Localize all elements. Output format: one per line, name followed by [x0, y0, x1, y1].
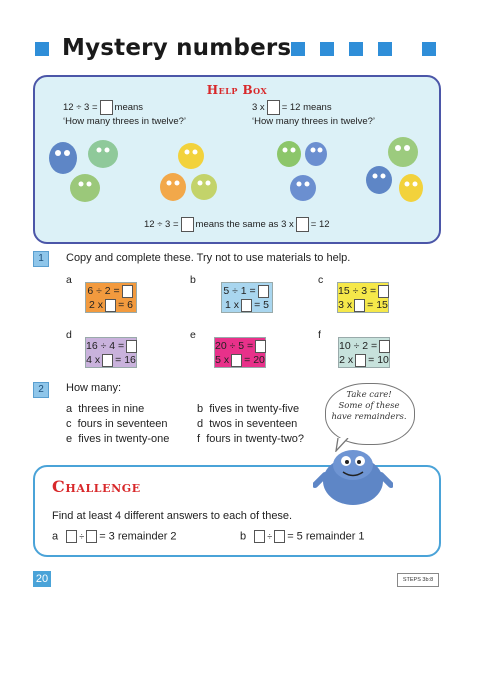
question-1-card-d — [85, 337, 137, 368]
page-number: 20 — [33, 571, 51, 587]
challenge-a-text: = 3 remainder 2 — [99, 530, 177, 543]
answer-box — [86, 530, 97, 543]
card-line-2a: 1 x — [225, 299, 240, 311]
help-bottom-c: 3 x — [281, 219, 294, 231]
card-line-1: 5 ÷ 1 = — [223, 285, 256, 297]
help-right-expression — [252, 100, 332, 115]
card-line-2b: = 10 — [368, 354, 389, 366]
title-square-left — [35, 42, 49, 56]
card-line-2b: = 6 — [118, 299, 133, 311]
answer-box — [267, 100, 280, 115]
help-box-title: Help Box — [206, 83, 268, 97]
challenge-b-op: ÷ — [267, 531, 273, 542]
steps-label: STEPS 3b:8 — [397, 573, 439, 587]
question-1-letter-c: c — [318, 274, 324, 286]
answer-box — [102, 354, 113, 367]
question-2-item-c: c fours in seventeen — [66, 418, 168, 430]
help-right-quote: ‘How many threes in twelve?’ — [252, 116, 376, 127]
answer-box — [274, 530, 285, 543]
question-2-item-e: e fives in twenty-one — [66, 433, 170, 445]
title-square-1 — [291, 42, 305, 56]
answer-box — [296, 217, 309, 232]
card-line-1: 20 ÷ 5 = — [215, 340, 254, 352]
question-1-letter-b: b — [190, 274, 196, 286]
bubble-line-3: have remainders. — [331, 412, 407, 422]
title-square-5 — [422, 42, 436, 56]
challenge-a-op: ÷ — [79, 531, 85, 542]
answer-box — [354, 299, 365, 312]
help-left-quote: ‘How many threes in twelve?’ — [63, 116, 187, 127]
answer-box — [241, 299, 252, 312]
title-square-4 — [378, 42, 392, 56]
card-line-2a: 2 x — [89, 299, 104, 311]
bubble-line-2: Some of these — [338, 401, 400, 411]
card-line-2b: = 15 — [367, 299, 388, 311]
question-1-number: 1 — [33, 251, 49, 267]
question-2-text: How many: — [66, 382, 122, 394]
help-right-expr-a: 3 x — [252, 102, 265, 114]
answer-box — [126, 340, 137, 353]
answer-box — [105, 299, 116, 312]
card-line-2a: 5 x — [215, 354, 230, 366]
answer-box — [355, 354, 366, 367]
answer-box — [231, 354, 242, 367]
challenge-instruction: Find at least 4 different answers to each of these. — [52, 510, 293, 522]
card-line-2b: = 20 — [244, 354, 265, 366]
help-left-expression — [63, 100, 143, 115]
help-box — [33, 75, 441, 244]
speech-bubble-text — [328, 390, 410, 423]
help-bottom-b: means the same as — [195, 219, 279, 231]
help-right-expr-b: = 12 means — [281, 102, 332, 114]
monster-group-center-right — [277, 141, 327, 201]
card-line-2a: 3 x — [338, 299, 353, 311]
answer-box — [258, 285, 269, 298]
page-title: Mystery numbers — [62, 35, 292, 61]
help-left-expr-a: 12 ÷ 3 = — [63, 102, 98, 114]
card-line-2b: = 5 — [254, 299, 269, 311]
card-line-2a: 4 x — [86, 354, 101, 366]
monsters-illustration — [41, 132, 433, 210]
question-1-letter-d: d — [66, 329, 72, 341]
monster-illustration — [313, 445, 393, 511]
card-line-1: 15 ÷ 3 = — [338, 285, 377, 297]
bubble-line-1: Take care! — [346, 390, 392, 400]
question-2-item-d: d twos in seventeen — [197, 418, 298, 430]
question-1-card-a — [85, 282, 137, 313]
question-1-letter-f: f — [318, 329, 321, 341]
challenge-title: Challenge — [52, 477, 141, 496]
answer-box — [255, 340, 266, 353]
answer-box — [181, 217, 194, 232]
card-line-2b: = 16 — [115, 354, 136, 366]
answer-box — [66, 530, 77, 543]
monster-group-right — [366, 137, 423, 202]
question-1-card-e — [214, 337, 266, 368]
help-left-expr-b: means — [114, 102, 144, 114]
question-2-item-b: b fives in twenty-five — [197, 403, 300, 415]
challenge-b — [240, 530, 365, 543]
help-bottom-a: 12 ÷ 3 = — [144, 219, 179, 231]
challenge-a-letter: a — [52, 530, 59, 543]
challenge-b-letter: b — [240, 530, 247, 543]
card-line-1: 10 ÷ 2 = — [339, 340, 378, 352]
card-line-1: 6 ÷ 2 = — [87, 285, 120, 297]
question-1-card-c — [337, 282, 389, 313]
title-square-3 — [349, 42, 363, 56]
help-bottom-d: = 12 — [310, 219, 330, 231]
monster-group-left — [49, 140, 118, 202]
answer-box — [254, 530, 265, 543]
title-square-2 — [320, 42, 334, 56]
answer-box — [379, 340, 390, 353]
challenge-b-text: = 5 remainder 1 — [287, 530, 365, 543]
answer-box — [122, 285, 133, 298]
question-1-letter-e: e — [190, 329, 196, 341]
help-bottom-line — [144, 217, 330, 232]
monster-group-center-left — [160, 143, 217, 201]
question-1-text: Copy and complete these. Try not to use materials to help. — [66, 252, 351, 264]
question-1-letter-a: a — [66, 274, 72, 286]
challenge-a — [52, 530, 177, 543]
question-2-item-f: f fours in twenty-two? — [197, 433, 305, 445]
question-2-number: 2 — [33, 382, 49, 398]
card-line-1: 16 ÷ 4 = — [86, 340, 125, 352]
card-line-2a: 2 x — [339, 354, 354, 366]
question-1-card-f — [338, 337, 390, 368]
answer-box — [378, 285, 389, 298]
question-1-card-b — [221, 282, 273, 313]
answer-box — [100, 100, 113, 115]
question-2-item-a: a threes in nine — [66, 403, 145, 415]
